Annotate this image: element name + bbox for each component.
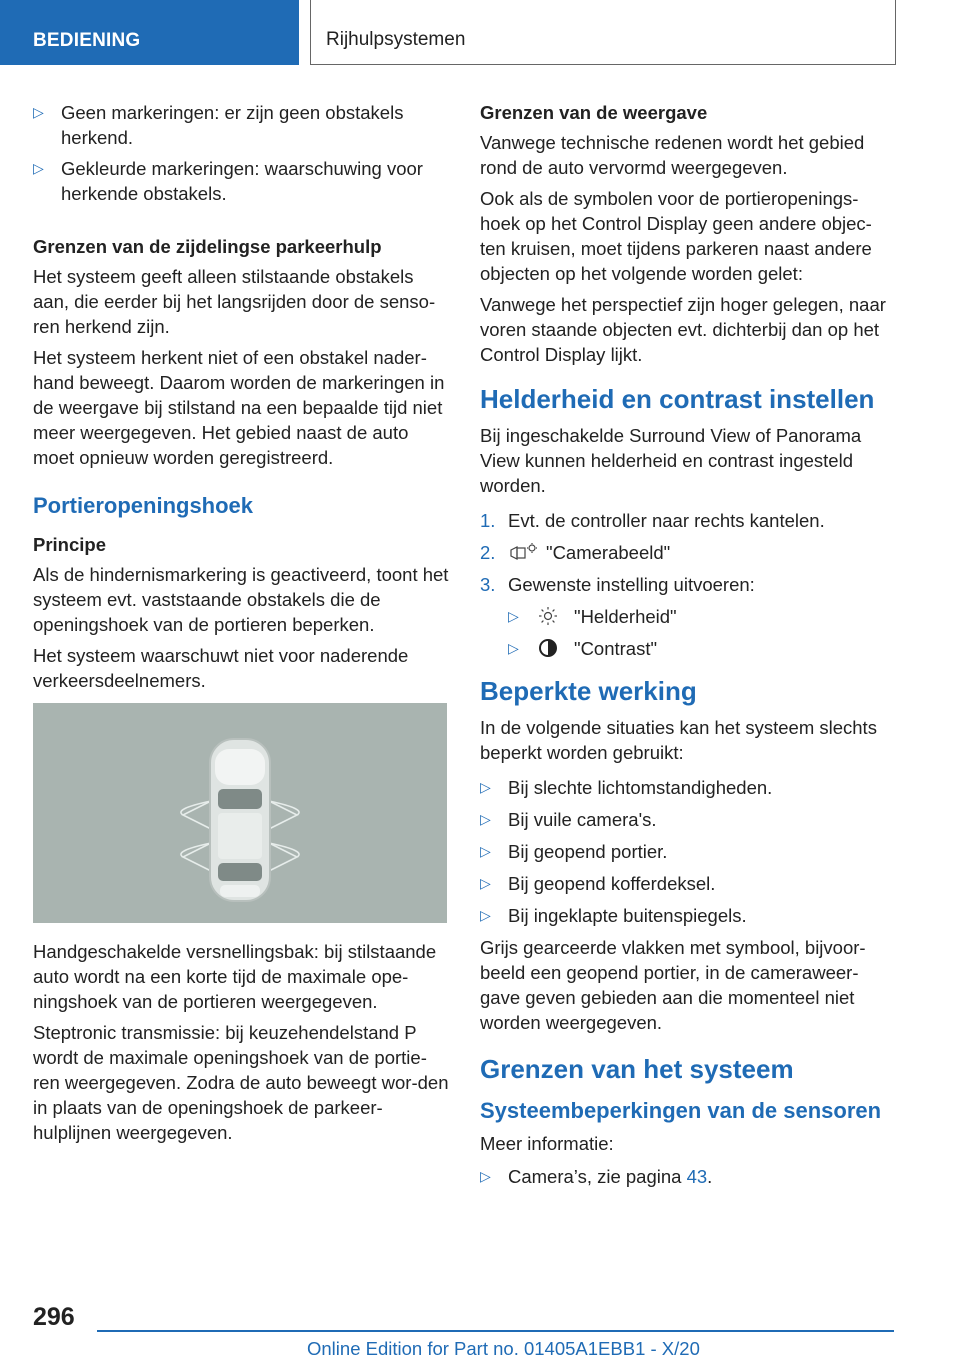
- paragraph: Bij ingeschakelde Surround View of Panorama View kunnen helderheid en contrast ingesteld worden.: [480, 425, 862, 496]
- paragraph: Vanwege technische redenen wordt het gebied rond de auto vervormd weergegeven.: [480, 132, 865, 178]
- paragraph: Het systeem waarschuwt niet voor naderende verkeersdeelnemers.: [33, 645, 409, 691]
- paragraph: Het systeem geeft alleen stilstaande obstakels aan, die eerder bij het langsrijden door de senso‐ren herkend zijn.: [33, 266, 436, 337]
- section-title: BEDIENING: [33, 30, 141, 51]
- step-item: 1. Evt. de controller naar rechts kantelen.: [480, 510, 825, 531]
- view-limits-heading: Grenzen van de weergave: [480, 102, 708, 123]
- door-angle-illustration: [33, 703, 447, 923]
- limited-function-heading: Beperkte werking: [480, 676, 697, 706]
- footer-divider: [97, 1330, 894, 1332]
- triangle-right-icon: ▷: [33, 104, 44, 120]
- chapter-title: Rijhulpsystemen: [326, 29, 466, 50]
- paragraph: In de volgende situaties kan het systeem slechts beperkt worden gebruikt:: [480, 717, 877, 763]
- system-limits-heading: Grenzen van het systeem: [480, 1054, 794, 1084]
- list-item: ▷ Bij ingeklapte buitenspiegels.: [480, 905, 747, 926]
- triangle-right-icon: ▷: [480, 779, 491, 795]
- edition-footer: Online Edition for Part no. 01405A1EBB1 - X/20: [307, 1338, 700, 1359]
- page-number: 296: [33, 1303, 75, 1331]
- camera-settings-icon: [508, 542, 538, 562]
- paragraph: Grijs gearceerde vlakken met symbool, bijvoor‐beeld een geopend portier, in de cameraweer‐gave geven gebieden aan die momenteel niet worden weergegeven.: [480, 937, 866, 1033]
- list-item: ▷ Gekleurde markeringen: waarschuwing voor herkende obstakels.: [33, 158, 423, 204]
- paragraph: Steptronic transmissie: bij keuzehendelstand P wordt de maximale openingshoek van de portie‐ren weergegeven. Zodra de auto beweegt wor‐den in plaats van de openingshoek de parkeer‐hulplijnen weergegeven.: [33, 1022, 449, 1143]
- sun-icon: [536, 606, 566, 626]
- right-column: [480, 100, 896, 1195]
- principle-heading: Principe: [33, 534, 106, 555]
- brightness-heading: Helderheid en contrast instellen: [480, 384, 875, 414]
- step-item: 2. "Camerabeeld": [480, 542, 671, 563]
- triangle-right-icon: ▷: [480, 907, 491, 923]
- paragraph: Als de hindernismarkering is geactiveerd, toont het systeem evt. vaststaande obstakels die de openingshoek van de portieren beperken.: [33, 564, 449, 635]
- triangle-right-icon: ▷: [480, 1168, 491, 1184]
- triangle-right-icon: ▷: [480, 875, 491, 891]
- list-item: ▷ Camera’s, zie pagina 43.: [480, 1166, 713, 1187]
- list-item: ▷ Bij geopend kofferdeksel.: [480, 873, 716, 894]
- triangle-right-icon: ▷: [33, 160, 44, 176]
- page-reference-link[interactable]: 43: [686, 1166, 708, 1187]
- sub-step-item: ▷ "Helderheid": [508, 606, 677, 627]
- door-angle-heading: Portieropeningshoek: [33, 493, 254, 518]
- triangle-right-icon: ▷: [480, 843, 491, 859]
- paragraph: Meer informatie:: [480, 1133, 614, 1154]
- limits-heading: Grenzen van de zijdelingse parkeerhulp: [33, 236, 382, 257]
- triangle-right-icon: ▷: [480, 811, 491, 827]
- triangle-right-icon: ▷: [508, 640, 519, 656]
- paragraph: Ook als de symbolen voor de portieropenings‐hoek op het Control Display geen andere objec‐ten kruisen, moet tijdens parkeren naast andere objecten op het volgende worden gelet:: [480, 188, 872, 284]
- chapter-tab: [310, 0, 896, 65]
- list-item: ▷ Geen markeringen: er zijn geen obstakels herkend.: [33, 102, 404, 148]
- left-column: [33, 100, 449, 1151]
- paragraph: Handgeschakelde versnellingsbak: bij stilstaande auto wordt na een korte tijd de maximale ope‐ningshoek van de portieren weergegeven.: [33, 941, 437, 1012]
- paragraph: Het systeem herkent niet of een obstakel nader‐hand beweegt. Daarom worden de markeringen in de weergave bij stilstand na een bepaalde tijd niet meer weergegeven. Het gebied naast de auto moet opnieuw worden geregistreerd.: [33, 347, 445, 468]
- triangle-right-icon: ▷: [508, 608, 519, 624]
- sub-step-item: ▷ "Contrast": [508, 638, 658, 659]
- sensor-limits-heading: Systeembeperkingen van de sensoren: [480, 1098, 882, 1123]
- step-item: 3. Gewenste instelling uitvoeren:: [480, 574, 755, 595]
- list-item: ▷ Bij slechte lichtomstandigheden.: [480, 777, 773, 798]
- list-item: ▷ Bij vuile camera's.: [480, 809, 657, 830]
- paragraph: Vanwege het perspectief zijn hoger gelegen, naar voren staande objecten evt. dichterbij dan op het Control Display lijkt.: [480, 294, 886, 365]
- section-tab: [0, 0, 299, 65]
- contrast-icon: [536, 638, 566, 658]
- list-item: ▷ Bij geopend portier.: [480, 841, 668, 862]
